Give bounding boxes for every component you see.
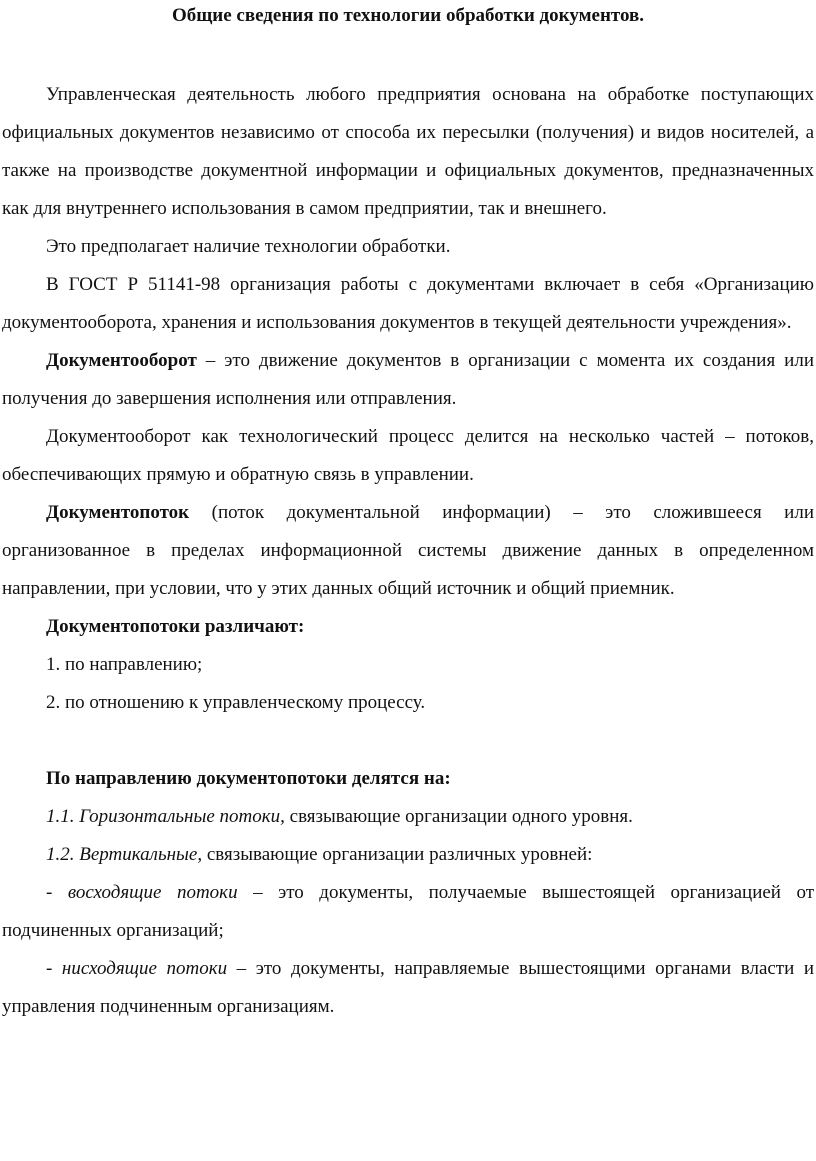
list-item-horizontal <box>2 798 814 836</box>
section-heading-direction: По направлению документопотоки делятся на: <box>46 768 451 789</box>
spacer <box>2 38 814 76</box>
list-item: 2. по отношению к управленческому процессу. <box>46 692 426 713</box>
paragraph-document-stream-definition <box>2 494 814 608</box>
spacer <box>2 722 814 760</box>
section-heading-distinguish: Документопотоки различают: <box>46 616 305 637</box>
dash: - <box>46 958 62 979</box>
list-item-label: 1.1. Горизонтальные потоки, <box>46 806 285 827</box>
paragraph-technology: Это предполагает наличие технологии обработки. <box>46 236 451 257</box>
paragraph-management: Управленческая деятельность любого предприятия основана на обработке поступающих официальных документов независимо от способа их пересылки (получения) и видов носителей, а также на производстве документной информации и официальных документов, предназначенных как для внутреннего использования в самом предприятии, так и внешнего. <box>2 84 814 219</box>
list-item-descending <box>2 950 814 1026</box>
paragraph-gost: В ГОСТ Р 51141-98 организация работы с документами включает в себя «Организацию документооборота, хранения и использования документов в текущей деятельности учреждения». <box>2 274 814 333</box>
definition-document-stream: (поток документальной информации) – это сложившееся или организованное в пределах информационной системы движение данных в определенном направлении, при условии, что у этих данных общий источник и общий приемник. <box>2 502 814 599</box>
list-item: 1. по направлению; <box>46 654 203 675</box>
term-document-stream: Документопоток <box>46 502 190 523</box>
list-item-text: связывающие организации одного уровня. <box>284 806 633 827</box>
paragraph-document-flow-process: Документооборот как технологический процесс делится на несколько частей – потоков, обеспечивающих прямую и обратную связь в управлении. <box>2 426 814 485</box>
list-item-vertical <box>2 836 814 874</box>
list-item-label: восходящие потоки <box>67 882 238 903</box>
page-title: Общие сведения по технологии обработки документов. <box>171 5 645 26</box>
list-item-text: – это документы, получаемые вышестоящей организацией от подчиненных организаций; <box>2 882 815 941</box>
list-item-ascending <box>2 874 814 950</box>
definition-document-flow: – это движение документов в организации с момента их создания или получения до завершения исполнения или отправления. <box>2 350 814 409</box>
list-item-text: связывающие организации различных уровней: <box>202 844 593 865</box>
paragraph-document-flow-definition <box>2 342 814 418</box>
list-item-text: – это документы, направляемые вышестоящими органами власти и управления подчиненным организациям. <box>2 958 815 1017</box>
list-item-label: 1.2. Вертикальные, <box>46 844 203 865</box>
term-document-flow: Документооборот <box>46 350 197 371</box>
list-item-label: нисходящие потоки <box>61 958 228 979</box>
dash: - <box>46 882 68 903</box>
